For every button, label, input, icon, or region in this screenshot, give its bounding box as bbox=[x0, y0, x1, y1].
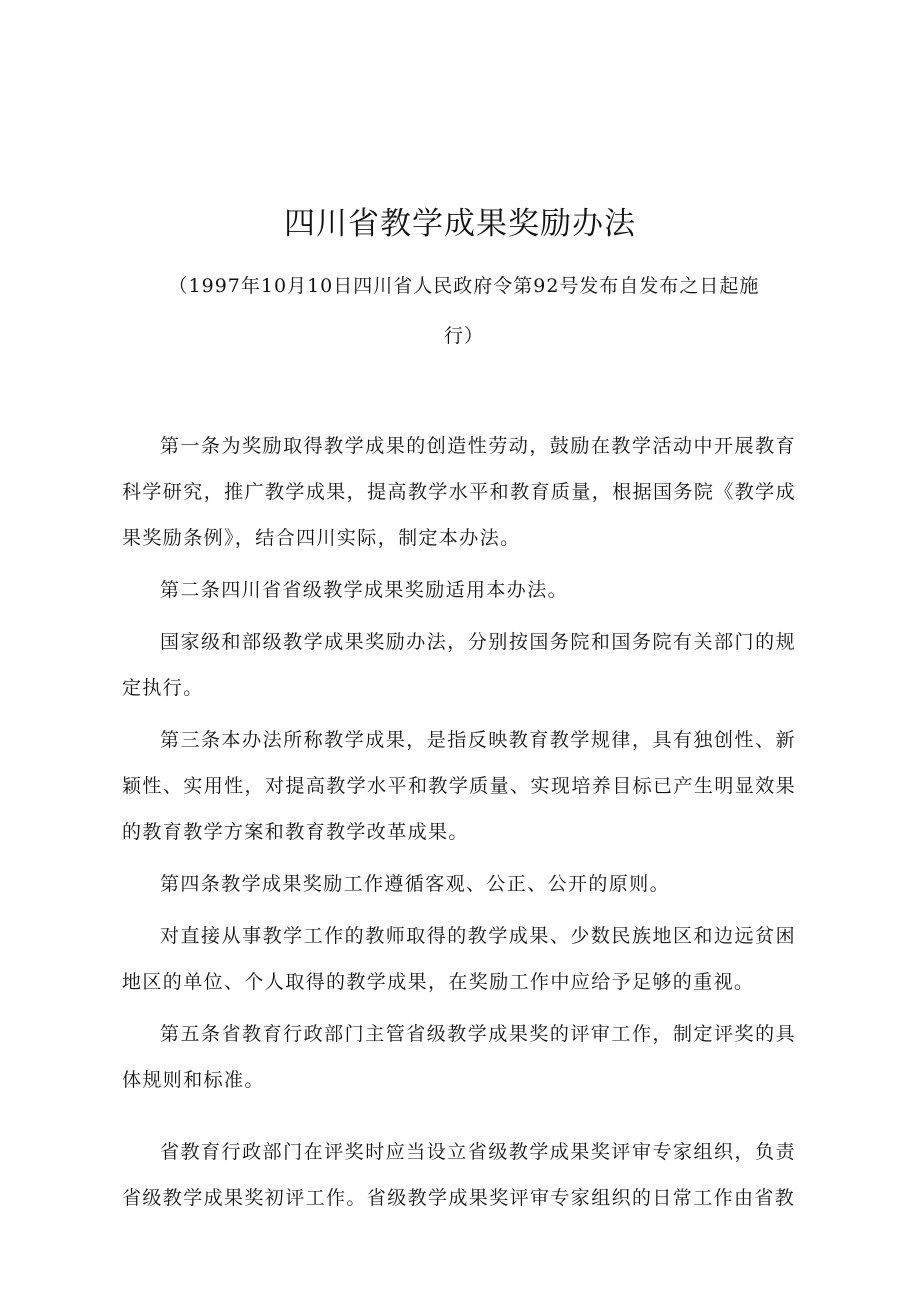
paragraph-article-4-note: 对直接从事教学工作的教师取得的教学成果、少数民族地区和边远贫困地区的单位、个人取得的教学成果，在奖励工作中应给予足够的重视。 bbox=[122, 925, 796, 993]
paragraph-article-4: 第四条教学成果奖励工作遵循客观、公正、公开的原则。 bbox=[160, 873, 671, 895]
document-body bbox=[122, 423, 796, 1227]
paragraph-article-3: 第三条本办法所称教学成果，是指反映教育教学规律，具有独创性、新颖性、实用性，对提高教学水平和教学质量、实现培养目标已产生明显效果的教育教学方案和教育教学改革成果。 bbox=[122, 729, 796, 843]
paragraph-article-2: 第二条四川省省级教学成果奖励适用本办法。 bbox=[160, 579, 569, 601]
paragraph-article-2-note: 国家级和部级教学成果奖励办法，分别按国务院和国务院有关部门的规定执行。 bbox=[122, 631, 796, 699]
paragraph-article-5: 第五条省教育行政部门主管省级教学成果奖的评审工作，制定评奖的具体规则和标准。 bbox=[122, 1023, 796, 1091]
document-subtitle: （1997年10月10日四川省人民政府令第92号发布自发布之日起施行） bbox=[168, 275, 760, 347]
document-title: 四川省教学成果奖励办法 bbox=[284, 206, 636, 242]
paragraph-article-1: 第一条为奖励取得教学成果的创造性劳动，鼓励在教学活动中开展教育科学研究，推广教学成果，提高教学水平和教育质量，根据国务院《教学成果奖励条例》，结合四川实际，制定本办法。 bbox=[122, 435, 796, 549]
paragraph-article-5-note: 省教育行政部门在评奖时应当设立省级教学成果奖评审专家组织，负责省级教学成果奖初评工作。省级教学成果奖评审专家组织的日常工作由省教 bbox=[122, 1141, 796, 1209]
